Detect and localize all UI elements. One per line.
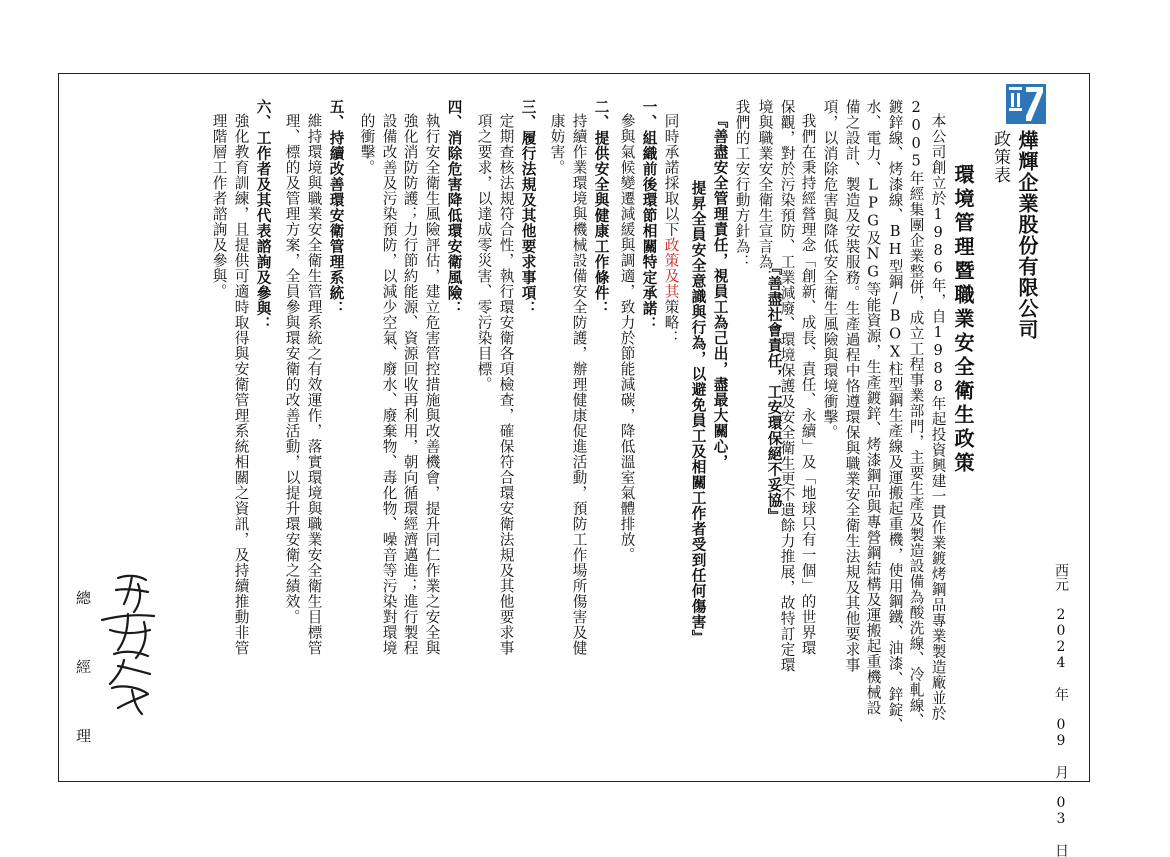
section-heading: 一、組織前後環節相關特定承諾：	[640, 99, 658, 332]
intro-line: 本公司創立於1986年，自1988年起投資興建一貫作業鍍烤鋼品專業製造廠並於	[929, 113, 947, 722]
signature-title: 總 經 理	[74, 590, 92, 761]
section-line: 持續作業環境與機械設備安全防護，辦理健康促進活動，預防工作場所傷害及健	[570, 113, 588, 656]
yieh-logo-icon	[1006, 84, 1046, 124]
guideline-line: 提昇全員安全意識與行為，以避免員工及相關工作者受到任何傷害』	[689, 180, 707, 645]
section-line: 強化教育訓練，且提供可適時取得與安衛管理系統相關之資訊，及持續推動非管	[232, 113, 250, 656]
section-line: 設備改善及污染預防，以減少空氣、廢水、廢棄物、毒化物、噪音等污染對環境	[380, 113, 398, 656]
intro-line: 水、電力、LPG及NG等能資源，生產鍍鋅、烤漆鋼品與專營鋼結構及運搬起重機械設	[864, 99, 882, 716]
section-heading: 五、持續改善環安衛管理系統：	[327, 99, 345, 316]
intro-line: 2005年經集團企業整併，成立工程事業部門，主要生產及製造設備為酸洗線、冷軋線、	[907, 99, 925, 729]
section-line: 執行安全衛生風險評估，建立危害管控措施與改善機會，提升同仁作業之安全與	[423, 113, 441, 656]
intro-line: 境與職業安全衛生宣言為：	[756, 99, 774, 285]
section-line: 項之要求，以達成零災害、零污染目標。	[475, 113, 493, 392]
section-line: 理、標的及管理方案，全員參與環安衛的改善活動，以提升環安衛之績效。	[283, 113, 301, 625]
intro-line: 鍍鋅線、烤漆線、BH型鋼/BOX柱型鋼生產線及運搬起重機，使用鋼鐵、油漆、鋅錠、	[886, 99, 904, 734]
section-line: 的衝擊。	[358, 113, 376, 175]
handwritten-signature	[88, 570, 168, 724]
declaration: 『善盡社會責任，工安環保絕不妥協』	[765, 260, 783, 524]
section-heading: 二、提供安全與健康工作條件：	[592, 99, 610, 316]
intro-line: 項，以消除危害與降低安全衛生風險與環境衝擊。	[821, 99, 839, 440]
company-name: 燁輝企業股份有限公司	[1015, 130, 1039, 340]
doc-type: 政策表	[990, 130, 1010, 184]
strategy-intro-highlight: 政策及其	[662, 237, 680, 299]
section-line: 參與氣候變遷減緩與調適，致力於節能減碳，降低溫室氣體排放。	[618, 113, 636, 563]
intro-line: 我們在秉持經營理念「創新、成長、責任、永續」及「地球只有一個」的世界環	[799, 113, 817, 656]
section-line: 定期查核法規符合性，執行環安衛各項檢查，確保符合環安衛法規及其他要求事	[497, 113, 515, 656]
document-date: 西元 2024 年 09 月 03 日	[1053, 563, 1069, 857]
company-logo	[1006, 84, 1046, 124]
section-line: 康妨害。	[548, 113, 566, 175]
strategy-intro-text: 同時承諾採取以下	[662, 113, 680, 237]
guideline-line: 『善盡安全管理責任，視員工為己出，盡最大關心，	[711, 113, 729, 470]
guideline-intro: 我們的工安行動方針為：	[733, 99, 751, 270]
section-line: 強化消防防護；力行節約能源、資源回收再利用，朝向循環經濟邁進；進行製程	[401, 113, 419, 656]
policy-title: 環境管理暨職業安全衛生政策	[951, 164, 975, 476]
intro-line: 備之設計、製造及安裝服務。生產過程中恪遵環保與職業安全衛生法規及其他要求事	[843, 99, 861, 673]
section-line: 維持環境與職業安全衛生管理系統之有效運作，落實環境與職業安全衛生目標管	[305, 113, 323, 656]
strategy-intro-text: 策略：	[662, 299, 680, 346]
section-heading: 六、工作者及其代表諮詢及參與：	[254, 99, 272, 332]
section-heading: 三、履行法規及其他要求事項：	[519, 99, 537, 316]
strategy-intro	[663, 113, 678, 346]
section-heading: 四、消除危害降低環安衛風險：	[445, 99, 463, 316]
section-line: 理階層工作者諮詢及參與。	[210, 113, 228, 299]
intro-line: 保觀，對於污染預防、工業減廢、環境保護及安全衛生更不遺餘力推展，故特訂定環	[778, 99, 796, 673]
